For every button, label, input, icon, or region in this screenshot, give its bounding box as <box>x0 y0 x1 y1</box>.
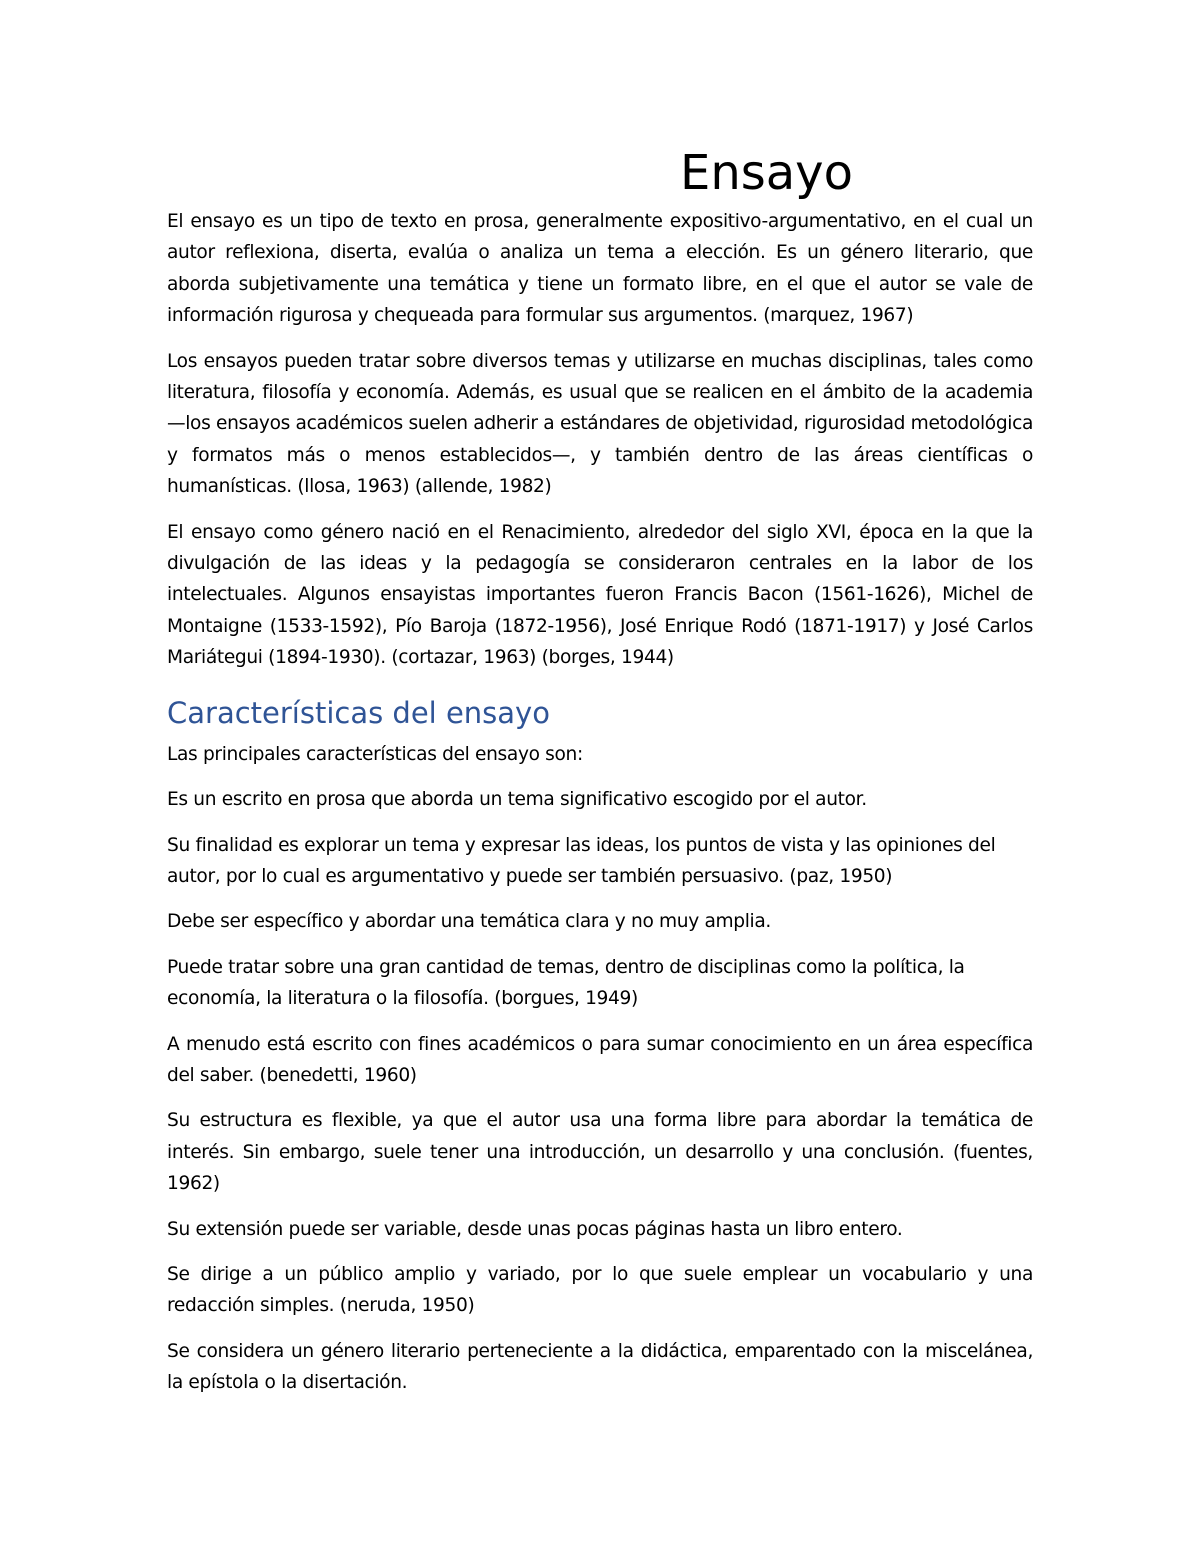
characteristic-item: Es un escrito en prosa que aborda un tema significativo escogido por el autor. <box>167 789 867 811</box>
characteristic-item: Se dirige a un público amplio y variado, por lo que suele emplear un vocabulario y una redacción simples. (neruda, 1950) <box>167 1263 1033 1317</box>
characteristics-intro: Las principales características del ensayo son: <box>167 743 583 765</box>
characteristic-item: Su extensión puede ser variable, desde unas pocas páginas hasta un libro entero. <box>167 1218 903 1240</box>
intro-paragraph-3: El ensayo como género nació en el Renacimiento, alrededor del siglo XVI, época en la que la divulgación de las ideas y la pedagogía se consideraron centrales en la labor de los intelectuales. Algunos ensayistas importantes fueron Francis Bacon (1561-1626), Michel de Montaigne (1533-1592), Pío Baroja (1872-1956), José Enrique Rodó (1871-1917) y José Carlos Mariátegui (1894-1930). (cortazar, 1963) (borges, 1944) <box>167 521 1033 669</box>
characteristic-item: Debe ser específico y abordar una temática clara y no muy amplia. <box>167 911 771 933</box>
characteristic-item: Se considera un género literario perteneciente a la didáctica, emparentado con la miscelánea, la epístola o la disertación. <box>167 1340 1033 1394</box>
intro-paragraph-2: Los ensayos pueden tratar sobre diversos temas y utilizarse en muchas disciplinas, tales como literatura, filosofía y economía. Además, es usual que se realicen en el ámbito de la academia —los ensayos académicos suelen adherir a estándares de objetividad, rigurosidad metodológica y formatos más o menos establecidos—, y también dentro de las áreas científicas o humanísticas. (llosa, 1963) (allende, 1982) <box>167 350 1033 498</box>
characteristic-item: Su finalidad es explorar un tema y expresar las ideas, los puntos de vista y las opiniones del autor, por lo cual es argumentativo y puede ser también persuasivo. (paz, 1950) <box>167 834 996 887</box>
intro-section <box>167 206 1033 674</box>
section-heading: Características del ensayo <box>167 695 550 730</box>
document-title: Ensayo <box>680 145 853 201</box>
characteristic-item: A menudo está escrito con fines académicos o para sumar conocimiento en un área específica del saber. (benedetti, 1960) <box>167 1033 1033 1086</box>
document-body <box>167 140 1033 1413</box>
characteristic-item: Puede tratar sobre una gran cantidad de temas, dentro de disciplinas como la política, la economía, la literatura o la filosofía. (borgues, 1949) <box>167 956 965 1010</box>
characteristic-item: Su estructura es flexible, ya que el autor usa una forma libre para abordar la temática de interés. Sin embargo, suele tener una introducción, un desarrollo y una conclusión. (fuentes, 1962) <box>167 1110 1033 1195</box>
characteristics-section <box>167 739 1033 1399</box>
intro-paragraph-1: El ensayo es un tipo de texto en prosa, generalmente expositivo-argumentativo, en el cual un autor reflexiona, diserta, evalúa o analiza un tema a elección. Es un género literario, que aborda subjetivamente una temática y tiene un formato libre, en el que el autor se vale de información rigurosa y chequeada para formular sus argumentos. (marquez, 1967) <box>167 211 1033 327</box>
